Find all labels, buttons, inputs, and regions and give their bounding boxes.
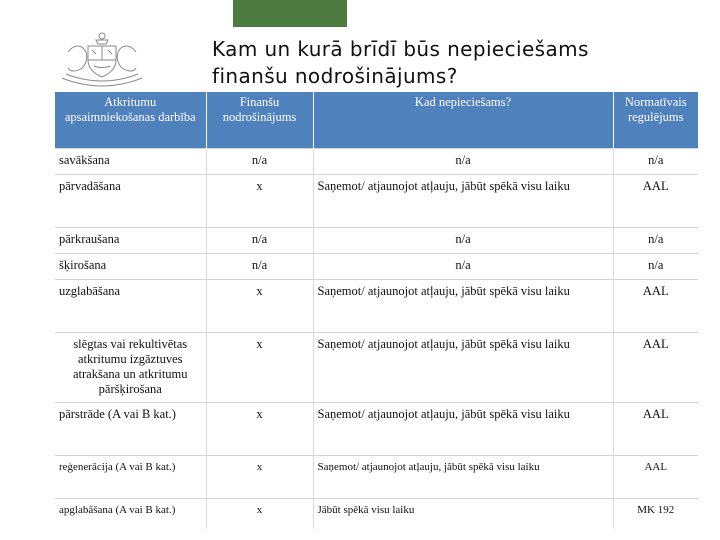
cell-activity: pārvadāšana — [55, 175, 206, 228]
table-row — [55, 333, 698, 403]
cell-guarantee: n/a — [206, 254, 313, 280]
cell-when: Saņemot/ atjaunojot atļauju, jābūt spēkā visu laiku — [313, 333, 613, 403]
cell-activity: uzglabāšana — [55, 280, 206, 333]
table-row — [55, 456, 698, 499]
cell-activity: slēgtas vai rekultivētas atkritumu izgāztuves atrakšana un atkritumu pāršķirošana — [55, 333, 206, 403]
cell-when: n/a — [313, 149, 613, 175]
table-row — [55, 280, 698, 333]
cell-when: Saņemot/ atjaunojot atļauju, jābūt spēkā visu laiku — [313, 280, 613, 333]
cell-guarantee: x — [206, 280, 313, 333]
financial-guarantee-table — [55, 92, 698, 529]
cell-regulation: AAL — [613, 456, 698, 499]
cell-regulation: AAL — [613, 175, 698, 228]
cell-when: n/a — [313, 254, 613, 280]
cell-activity: apglabāšana (A vai B kat.) — [55, 499, 206, 529]
cell-activity: savākšana — [55, 149, 206, 175]
cell-activity: pārstrāde (A vai B kat.) — [55, 403, 206, 456]
cell-guarantee: x — [206, 499, 313, 529]
coat-of-arms-logo — [48, 30, 156, 88]
header-guarantee: Finanšu nodrošinājums — [206, 92, 313, 149]
cell-when: n/a — [313, 228, 613, 254]
cell-when: Saņemot/ atjaunojot atļauju, jābūt spēkā visu laiku — [313, 175, 613, 228]
cell-when: Saņemot/ atjaunojot atļauju, jābūt spēkā visu laiku — [313, 456, 613, 499]
table-row — [55, 499, 698, 529]
accent-bar — [233, 0, 347, 27]
slide-title — [212, 36, 712, 90]
cell-guarantee: x — [206, 333, 313, 403]
cell-activity: šķirošana — [55, 254, 206, 280]
title-line-2: finanšu nodrošinājums? — [212, 64, 458, 88]
header-activity: Atkritumu apsaimniekošanas darbība — [55, 92, 206, 149]
table-row — [55, 254, 698, 280]
cell-guarantee: x — [206, 175, 313, 228]
cell-guarantee: x — [206, 456, 313, 499]
cell-when: Jābūt spēkā visu laiku — [313, 499, 613, 529]
table-row — [55, 175, 698, 228]
cell-regulation: AAL — [613, 280, 698, 333]
table-header-row — [55, 92, 698, 149]
cell-activity: pārkraušana — [55, 228, 206, 254]
title-line-1: Kam un kurā brīdī būs nepieciešams — [212, 37, 589, 61]
cell-regulation: MK 192 — [613, 499, 698, 529]
cell-regulation: AAL — [613, 333, 698, 403]
cell-guarantee: n/a — [206, 228, 313, 254]
cell-regulation: n/a — [613, 149, 698, 175]
cell-activity: reģenerācija (A vai B kat.) — [55, 456, 206, 499]
cell-regulation: n/a — [613, 254, 698, 280]
cell-regulation: AAL — [613, 403, 698, 456]
header-when: Kad nepieciešams? — [313, 92, 613, 149]
cell-regulation: n/a — [613, 228, 698, 254]
table-row — [55, 149, 698, 175]
header-regulation: Normatīvais regulējums — [613, 92, 698, 149]
table-row — [55, 403, 698, 456]
table-row — [55, 228, 698, 254]
cell-guarantee: x — [206, 403, 313, 456]
cell-when: Saņemot/ atjaunojot atļauju, jābūt spēkā visu laiku — [313, 403, 613, 456]
cell-guarantee: n/a — [206, 149, 313, 175]
